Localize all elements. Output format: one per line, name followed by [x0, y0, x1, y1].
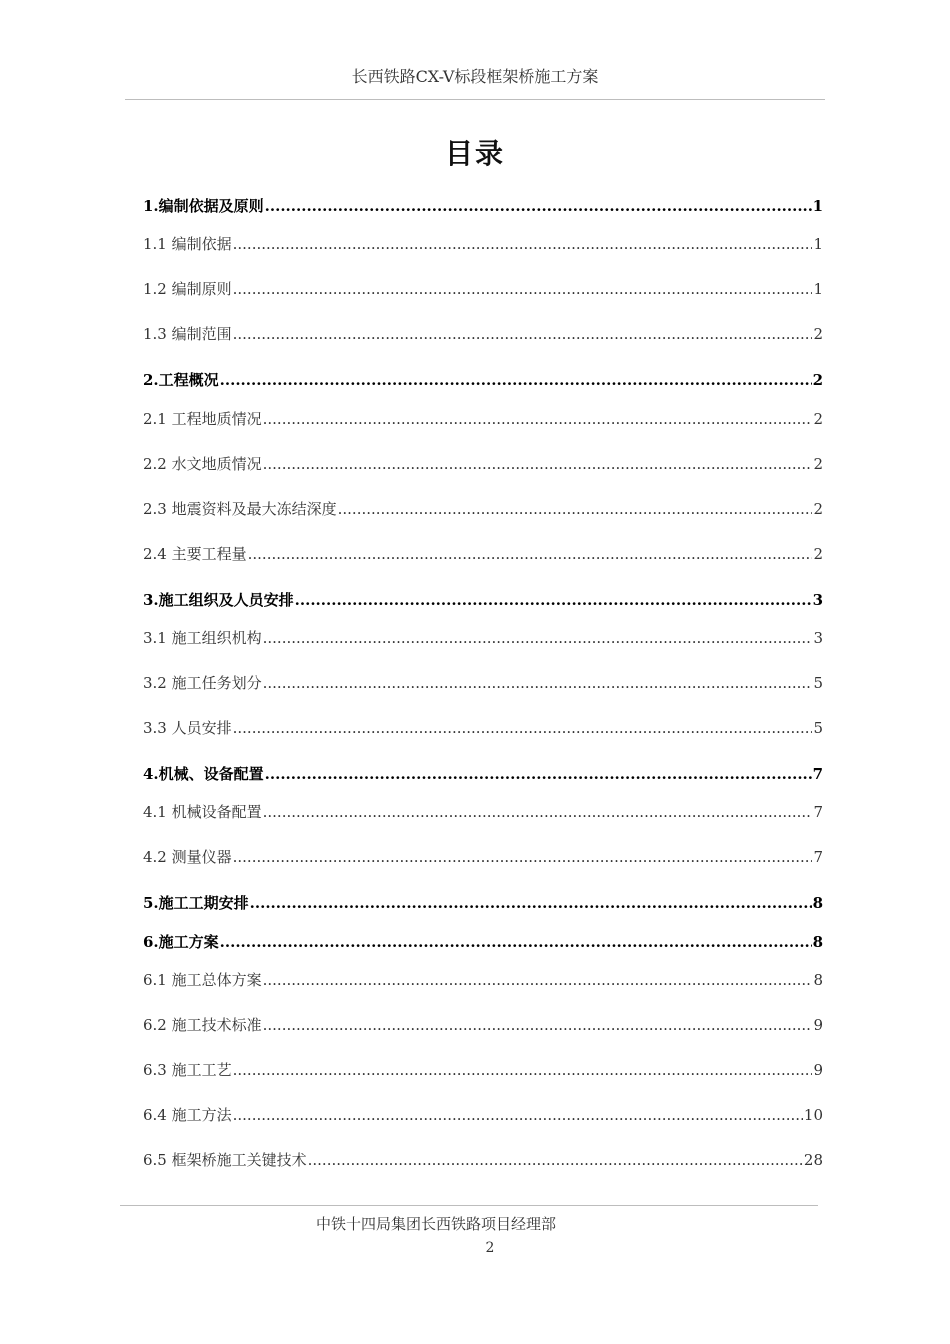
toc-entry[interactable] [143, 369, 823, 391]
toc-entry[interactable] [143, 931, 823, 953]
toc-entry-page: 1 [813, 235, 823, 253]
toc-entry-title: 2.1 工程地质情况 [143, 410, 262, 428]
toc-dot-leader [263, 453, 813, 475]
toc-entry-title: 4.2 测量仪器 [143, 848, 232, 866]
toc-entry[interactable] [143, 672, 823, 694]
toc-entry-title: 1.编制依据及原则 [143, 197, 264, 215]
toc-entry[interactable] [143, 498, 823, 520]
toc-dot-leader [233, 233, 813, 255]
toc-entry-page: 28 [803, 1151, 823, 1169]
toc-entry-title: 1.2 编制原则 [143, 280, 232, 298]
toc-entry-title: 4.机械、设备配置 [143, 765, 264, 783]
toc-entry-page: 3 [813, 629, 823, 647]
toc-entry[interactable] [143, 717, 823, 739]
toc-title: 目录 [444, 137, 505, 170]
footer-organization: 中铁十四局集团长西铁路项目经理部 [315, 1215, 556, 1233]
toc-dot-leader [338, 498, 813, 520]
toc-entry-page: 5 [813, 674, 823, 692]
toc-dot-leader [308, 1149, 803, 1171]
toc-entry-title: 2.2 水文地质情况 [143, 455, 262, 473]
toc-dot-leader [250, 892, 812, 914]
page-header-title: 长西铁路CX-V标段框架桥施工方案 [351, 67, 599, 86]
toc-entry-title: 3.3 人员安排 [143, 719, 232, 737]
toc-entry-page: 5 [813, 719, 823, 737]
toc-entry[interactable] [143, 453, 823, 475]
toc-dot-leader [265, 763, 812, 785]
toc-entry[interactable] [143, 969, 823, 991]
toc-entry-page: 1 [812, 197, 823, 215]
toc-entry-title: 6.1 施工总体方案 [143, 971, 262, 989]
toc-dot-leader [263, 801, 813, 823]
toc-entry-page: 8 [812, 933, 823, 951]
toc-entry-title: 6.施工方案 [143, 933, 219, 951]
toc-entry-page: 7 [813, 803, 823, 821]
toc-entry[interactable] [143, 892, 823, 914]
toc-entry[interactable] [143, 543, 823, 565]
toc-dot-leader [263, 627, 813, 649]
toc-entry-title: 6.2 施工技术标准 [143, 1016, 262, 1034]
toc-dot-leader [233, 1059, 813, 1081]
toc-entry-page: 2 [812, 371, 823, 389]
toc-entry[interactable] [143, 233, 823, 255]
table-of-contents [143, 0, 823, 1344]
toc-entry-title: 2.4 主要工程量 [143, 545, 247, 563]
footer-divider [120, 1205, 818, 1206]
toc-entry-title: 6.3 施工工艺 [143, 1061, 232, 1079]
toc-entry-title: 3.施工组织及人员安排 [143, 591, 294, 609]
toc-entry-page: 9 [813, 1061, 823, 1079]
toc-entry-page: 2 [813, 455, 823, 473]
toc-entry-title: 5.施工工期安排 [143, 894, 249, 912]
toc-entry-title: 6.5 框架桥施工关键技术 [143, 1151, 307, 1169]
toc-entry[interactable] [143, 278, 823, 300]
toc-entry-title: 6.4 施工方法 [143, 1106, 232, 1124]
toc-entry-page: 2 [813, 500, 823, 518]
toc-entry-title: 3.1 施工组织机构 [143, 629, 262, 647]
toc-entry[interactable] [143, 627, 823, 649]
toc-dot-leader [263, 1014, 813, 1036]
toc-entry-title: 3.2 施工任务划分 [143, 674, 262, 692]
toc-dot-leader [233, 717, 813, 739]
toc-dot-leader [233, 278, 813, 300]
toc-entry[interactable] [143, 801, 823, 823]
toc-entry-page: 8 [813, 971, 823, 989]
toc-dot-leader [233, 323, 813, 345]
toc-dot-leader [248, 543, 813, 565]
toc-entry[interactable] [143, 846, 823, 868]
toc-entry[interactable] [143, 323, 823, 345]
toc-entry-title: 2.工程概况 [143, 371, 219, 389]
toc-dot-leader [263, 672, 813, 694]
toc-entry-page: 2 [813, 325, 823, 343]
toc-dot-leader [263, 969, 813, 991]
toc-entry-page: 7 [812, 765, 823, 783]
toc-dot-leader [233, 1104, 803, 1126]
toc-entry[interactable] [143, 1149, 823, 1171]
toc-entry-page: 2 [813, 545, 823, 563]
toc-dot-leader [295, 589, 812, 611]
toc-entry[interactable] [143, 763, 823, 785]
toc-entry-title: 2.3 地震资料及最大冻结深度 [143, 500, 337, 518]
toc-entry[interactable] [143, 1059, 823, 1081]
toc-dot-leader [265, 195, 812, 217]
toc-entry-title: 1.1 编制依据 [143, 235, 232, 253]
toc-entry-page: 10 [803, 1106, 823, 1124]
toc-entry[interactable] [143, 1104, 823, 1126]
toc-dot-leader [263, 408, 813, 430]
toc-entry[interactable] [143, 1014, 823, 1036]
toc-entry-page: 1 [813, 280, 823, 298]
toc-entry-page: 9 [813, 1016, 823, 1034]
toc-entry-title: 1.3 编制范围 [143, 325, 232, 343]
toc-entry[interactable] [143, 195, 823, 217]
toc-entry[interactable] [143, 589, 823, 611]
toc-dot-leader [220, 931, 812, 953]
toc-entry-title: 4.1 机械设备配置 [143, 803, 262, 821]
toc-entry[interactable] [143, 408, 823, 430]
toc-entry-page: 2 [813, 410, 823, 428]
toc-entry-page: 8 [812, 894, 823, 912]
toc-dot-leader [233, 846, 813, 868]
footer-page-number: 2 [485, 1240, 495, 1256]
toc-dot-leader [220, 369, 812, 391]
toc-entry-page: 7 [813, 848, 823, 866]
toc-entry-page: 3 [812, 591, 823, 609]
